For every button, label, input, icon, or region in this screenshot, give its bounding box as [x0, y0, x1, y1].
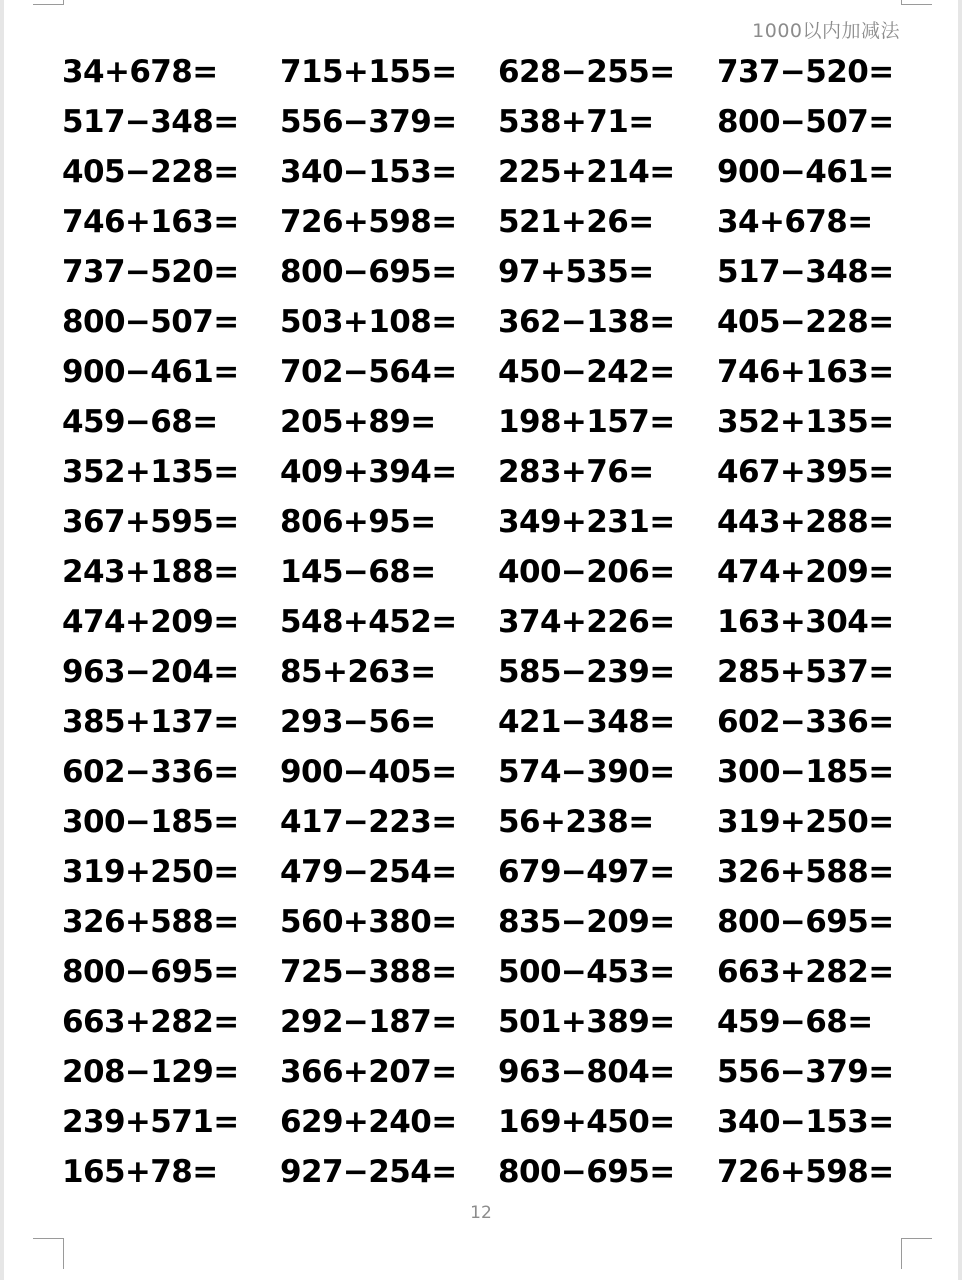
math-problem: 900−461=	[717, 154, 894, 190]
math-problem: 702−564=	[280, 354, 457, 390]
math-problem: 800−507=	[717, 104, 894, 140]
math-problem: 319+250=	[62, 854, 239, 890]
math-problem: 602−336=	[62, 754, 239, 790]
math-problem: 366+207=	[280, 1054, 457, 1090]
math-problem: 517−348=	[717, 254, 894, 290]
math-problem: 800−695=	[280, 254, 457, 290]
math-problem: 538+71=	[498, 104, 654, 140]
math-problem: 737−520=	[717, 54, 894, 90]
math-problem: 835−209=	[498, 904, 675, 940]
math-problem: 283+76=	[498, 454, 654, 490]
page-header-title: 1000以内加减法	[752, 20, 900, 42]
math-problem: 628−255=	[498, 54, 675, 90]
math-problem: 585−239=	[498, 654, 675, 690]
math-problem: 800−695=	[62, 954, 239, 990]
math-problem: 352+135=	[717, 404, 894, 440]
math-problem: 963−204=	[62, 654, 239, 690]
math-problem: 165+78=	[62, 1154, 218, 1190]
math-problem: 726+598=	[280, 204, 457, 240]
math-problem: 300−185=	[62, 804, 239, 840]
math-problem: 163+304=	[717, 604, 894, 640]
crop-mark-top-left	[33, 0, 64, 5]
math-problem: 500−453=	[498, 954, 675, 990]
math-problem: 663+282=	[717, 954, 894, 990]
math-problem: 56+238=	[498, 804, 654, 840]
math-problem: 169+450=	[498, 1104, 675, 1140]
page-right-edge	[958, 0, 962, 1280]
page-left-edge	[0, 0, 4, 1280]
math-problem: 34+678=	[717, 204, 873, 240]
math-problem: 501+389=	[498, 1004, 675, 1040]
math-problem: 503+108=	[280, 304, 457, 340]
math-problem: 405−228=	[717, 304, 894, 340]
math-problem: 629+240=	[280, 1104, 457, 1140]
math-problem: 208−129=	[62, 1054, 239, 1090]
math-problem: 715+155=	[280, 54, 457, 90]
math-problem: 474+209=	[717, 554, 894, 590]
math-problem: 292−187=	[280, 1004, 457, 1040]
math-problem: 285+537=	[717, 654, 894, 690]
math-problem: 574−390=	[498, 754, 675, 790]
math-problem: 367+595=	[62, 504, 239, 540]
math-problem: 340−153=	[717, 1104, 894, 1140]
math-problem: 225+214=	[498, 154, 675, 190]
math-problem: 663+282=	[62, 1004, 239, 1040]
math-problem: 467+395=	[717, 454, 894, 490]
math-problem: 900−461=	[62, 354, 239, 390]
math-problem: 900−405=	[280, 754, 457, 790]
math-problem: 560+380=	[280, 904, 457, 940]
page-number: 12	[470, 1203, 492, 1223]
math-problem: 746+163=	[717, 354, 894, 390]
math-problem: 726+598=	[717, 1154, 894, 1190]
math-problem: 602−336=	[717, 704, 894, 740]
math-problem: 145−68=	[280, 554, 436, 590]
math-problem: 800−507=	[62, 304, 239, 340]
math-problem: 459−68=	[717, 1004, 873, 1040]
math-problem: 293−56=	[280, 704, 436, 740]
math-problem: 409+394=	[280, 454, 457, 490]
math-problem: 548+452=	[280, 604, 457, 640]
math-problem: 417−223=	[280, 804, 457, 840]
math-problem: 340−153=	[280, 154, 457, 190]
math-problem: 85+263=	[280, 654, 436, 690]
math-problem: 239+571=	[62, 1104, 239, 1140]
math-problem: 385+137=	[62, 704, 239, 740]
math-problem: 205+89=	[280, 404, 436, 440]
math-problem: 400−206=	[498, 554, 675, 590]
math-problem: 243+188=	[62, 554, 239, 590]
math-problem: 517−348=	[62, 104, 239, 140]
math-problem: 97+535=	[498, 254, 654, 290]
math-problem: 349+231=	[498, 504, 675, 540]
math-problem: 326+588=	[62, 904, 239, 940]
math-problem: 34+678=	[62, 54, 218, 90]
math-problem: 725−388=	[280, 954, 457, 990]
math-problem: 556−379=	[280, 104, 457, 140]
math-problem: 927−254=	[280, 1154, 457, 1190]
crop-mark-bottom-right	[901, 1238, 932, 1269]
math-problem: 806+95=	[280, 504, 436, 540]
math-problem: 374+226=	[498, 604, 675, 640]
math-problem: 300−185=	[717, 754, 894, 790]
math-problem: 319+250=	[717, 804, 894, 840]
math-problem: 362−138=	[498, 304, 675, 340]
crop-mark-top-right	[901, 0, 932, 5]
math-problem: 479−254=	[280, 854, 457, 890]
math-problem: 521+26=	[498, 204, 654, 240]
math-problem: 352+135=	[62, 454, 239, 490]
math-problem: 737−520=	[62, 254, 239, 290]
math-problem: 421−348=	[498, 704, 675, 740]
math-problem: 450−242=	[498, 354, 675, 390]
math-problem: 405−228=	[62, 154, 239, 190]
math-problem: 963−804=	[498, 1054, 675, 1090]
math-problem: 474+209=	[62, 604, 239, 640]
math-problem: 443+288=	[717, 504, 894, 540]
math-problem: 800−695=	[498, 1154, 675, 1190]
math-problem: 556−379=	[717, 1054, 894, 1090]
math-problem: 459−68=	[62, 404, 218, 440]
math-problem: 746+163=	[62, 204, 239, 240]
math-problem: 326+588=	[717, 854, 894, 890]
math-problem: 679−497=	[498, 854, 675, 890]
crop-mark-bottom-left	[33, 1238, 64, 1269]
problem-grid	[62, 47, 937, 1197]
math-problem: 800−695=	[717, 904, 894, 940]
math-problem: 198+157=	[498, 404, 675, 440]
